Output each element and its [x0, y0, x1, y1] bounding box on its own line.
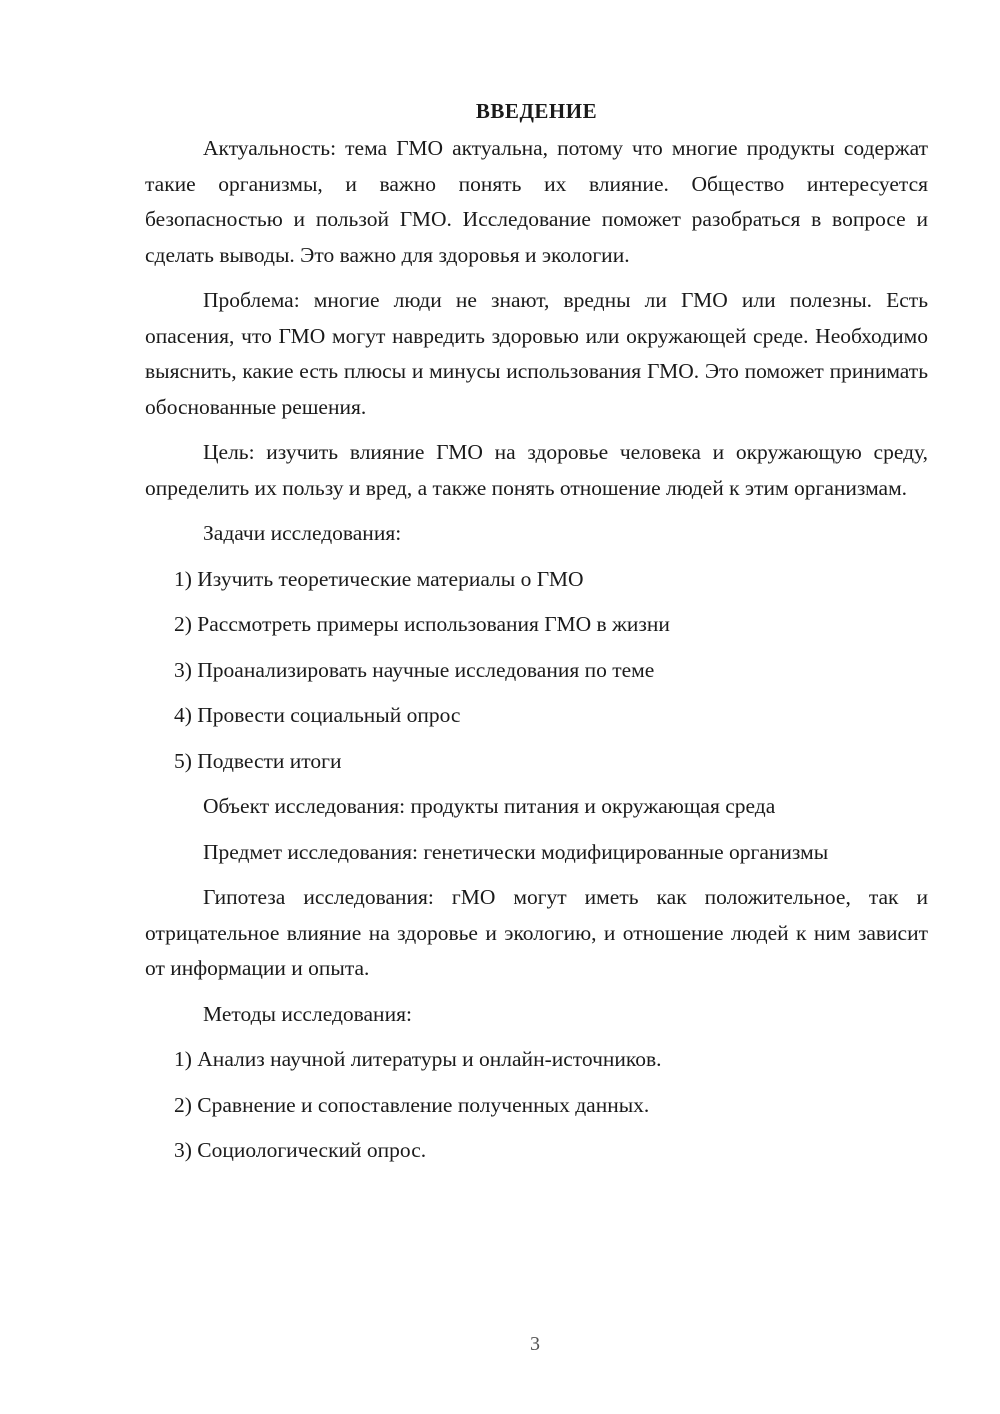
method-item: 3) Социологический опрос. [174, 1138, 427, 1162]
research-subject: Предмет исследования: генетически модифицированные организмы [203, 839, 829, 864]
task-item: 1) Изучить теоретические материалы о ГМО [174, 566, 584, 591]
goal-paragraph: Цель: изучить влияние ГМО на здоровье человека и окружающую среду, определить их пользу и вред, а также понять отношение людей к этим организмам. [145, 440, 928, 500]
document-page [145, 96, 928, 1179]
page-number: 3 [530, 1333, 540, 1355]
method-item: 2) Сравнение и сопоставление полученных данных. [174, 1092, 650, 1117]
methods-title: Методы исследования: [203, 1001, 412, 1026]
task-item: 2) Рассмотреть примеры использования ГМО в жизни [174, 612, 670, 636]
task-item: 3) Проанализировать научные исследования по теме [174, 657, 655, 682]
problem-paragraph: Проблема: многие люди не знают, вредны ли ГМО или полезны. Есть опасения, что ГМО могут навредить здоровью или окружающей среде. Необходимо выяснить, какие есть плюсы и минусы использования ГМО. Это поможет принимать обоснованные решения. [145, 288, 928, 419]
tasks-title: Задачи исследования: [203, 521, 402, 545]
task-item: 4) Провести социальный опрос [174, 703, 461, 727]
relevance-paragraph: Актуальность: тема ГМО актуальна, потому что многие продукты содержат такие организмы, и важно понять их влияние. Общество интересуется безопасностью и пользой ГМО. Исследование поможет разобраться в вопросе и сделать выводы. Это важно для здоровья и экологии. [145, 136, 928, 267]
research-object: Объект исследования: продукты питания и окружающая среда [203, 794, 776, 818]
section-heading: ВВЕДЕНИЕ [475, 99, 598, 123]
hypothesis-paragraph: Гипотеза исследования: гМО могут иметь как положительное, так и отрицательное влияние на здоровье и экологию, и отношение людей к ним зависит от информации и опыта. [145, 885, 928, 980]
task-item: 5) Подвести итоги [174, 748, 342, 773]
method-item: 1) Анализ научной литературы и онлайн-источников. [174, 1047, 662, 1071]
